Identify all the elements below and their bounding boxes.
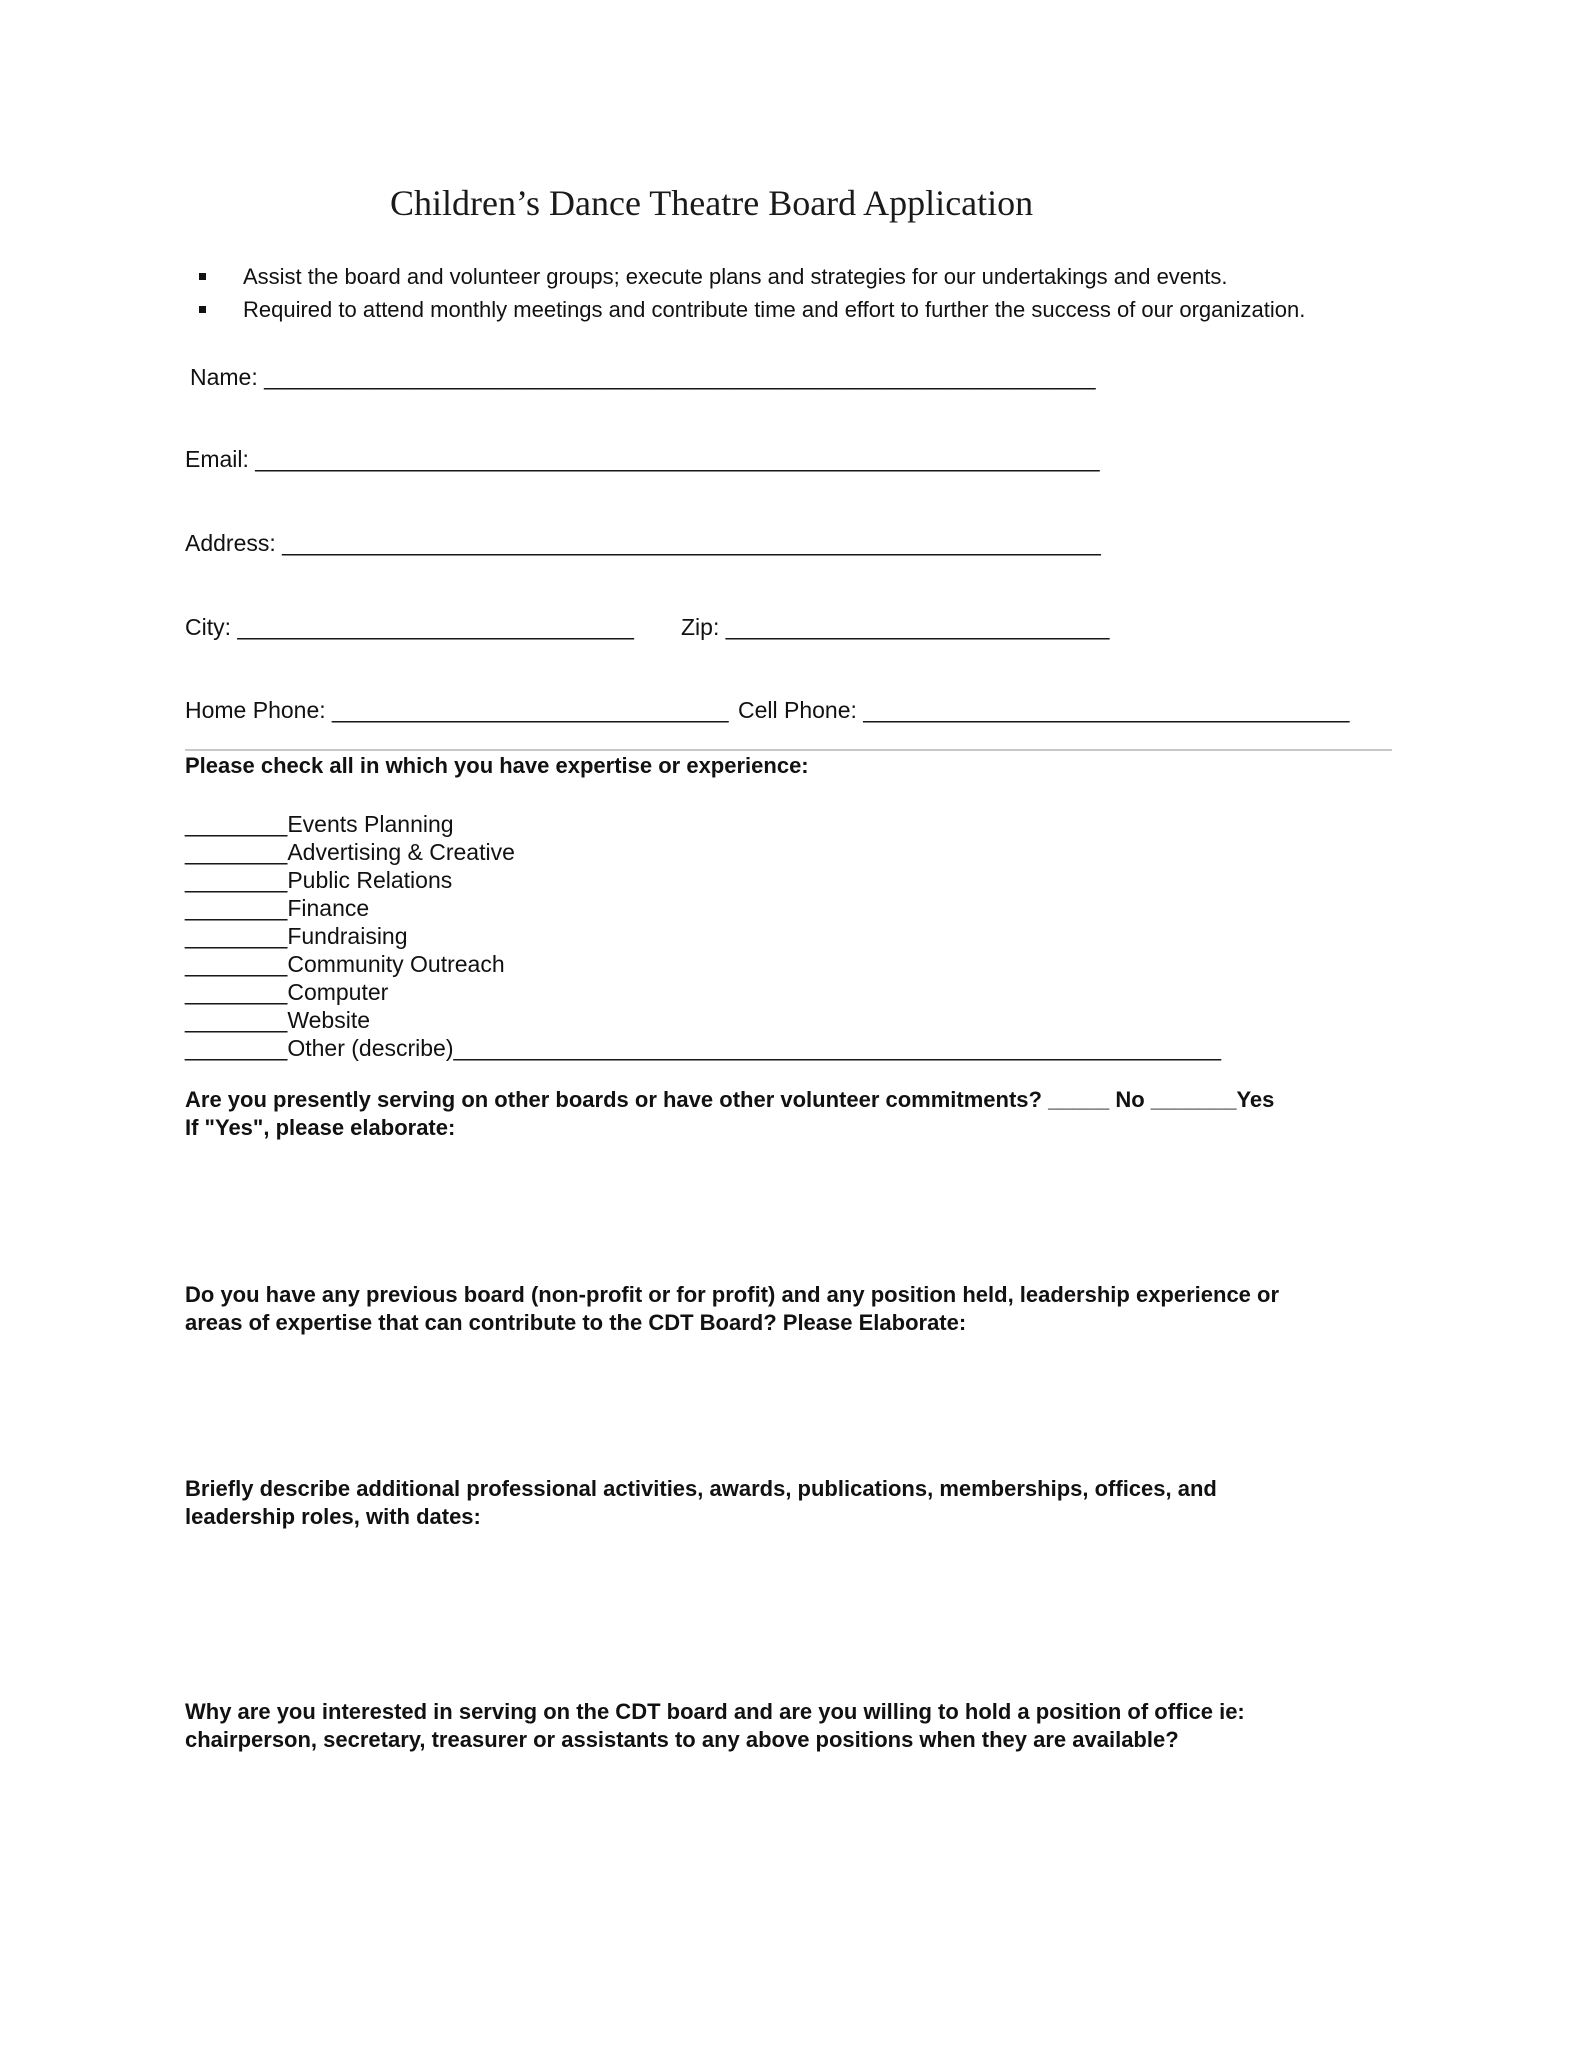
question-line: Do you have any previous board (non-profit or for profit) and any position held, leadership experience or — [185, 1282, 1280, 1307]
question-line: Why are you interested in serving on the CDT board and are you willing to hold a position of office ie: — [185, 1699, 1245, 1724]
question-line: Briefly describe additional professional activities, awards, publications, memberships, offices, and — [185, 1476, 1217, 1501]
question-line[interactable]: Are you presently serving on other boards or have other volunteer commitments? _____ No _______Yes — [185, 1087, 1275, 1112]
question-previous-board — [185, 1281, 1279, 1337]
duty-text: Required to attend monthly meetings and contribute time and effort to further the success of our organization. — [243, 297, 1306, 322]
question-line: If "Yes", please elaborate: — [185, 1115, 456, 1140]
question-other-boards — [185, 1086, 1274, 1142]
address-field[interactable]: Address: ________________________________________________________________ — [185, 530, 1101, 556]
zip-field[interactable]: Zip: ______________________________ — [681, 614, 1110, 640]
question-line: areas of expertise that can contribute to the CDT Board? Please Elaborate: — [185, 1310, 967, 1335]
cell-phone-field[interactable]: Cell Phone: ______________________________________ — [738, 697, 1350, 723]
page-title: Children’s Dance Theatre Board Application — [390, 183, 1034, 223]
expertise-checklist — [185, 810, 1221, 1062]
email-field[interactable]: Email: __________________________________________________________________ — [185, 446, 1100, 472]
checklist-item-other[interactable]: ________Other (describe)____________________________________________________________ — [185, 1035, 1221, 1061]
home-phone-field[interactable]: Home Phone: _______________________________ — [185, 697, 729, 723]
question-line: leadership roles, with dates: — [185, 1504, 481, 1529]
square-bullet-icon — [199, 273, 206, 280]
checklist-item-fundraising[interactable]: ________Fundraising — [185, 923, 408, 949]
checklist-item-computer[interactable]: ________Computer — [185, 979, 389, 1005]
square-bullet-icon — [199, 306, 206, 313]
section-divider — [185, 749, 1392, 751]
checklist-item-public-relations[interactable]: ________Public Relations — [185, 867, 453, 893]
checklist-item-community-outreach[interactable]: ________Community Outreach — [185, 951, 505, 977]
expertise-heading: Please check all in which you have expertise or experience: — [185, 753, 809, 778]
checklist-item-finance[interactable]: ________Finance — [185, 895, 370, 921]
checklist-item-advertising[interactable]: ________Advertising & Creative — [185, 839, 515, 865]
question-professional-activities — [185, 1475, 1217, 1531]
duty-text: Assist the board and volunteer groups; execute plans and strategies for our undertakings and events. — [243, 264, 1228, 289]
checklist-item-website[interactable]: ________Website — [185, 1007, 370, 1033]
city-field[interactable]: City: _______________________________ — [185, 614, 634, 640]
checklist-item-events-planning[interactable]: ________Events Planning — [185, 811, 454, 837]
name-field[interactable]: Name: _________________________________________________________________ — [190, 364, 1096, 390]
question-interest — [185, 1698, 1245, 1754]
question-line: chairperson, secretary, treasurer or assistants to any above positions when they are available? — [185, 1727, 1179, 1752]
